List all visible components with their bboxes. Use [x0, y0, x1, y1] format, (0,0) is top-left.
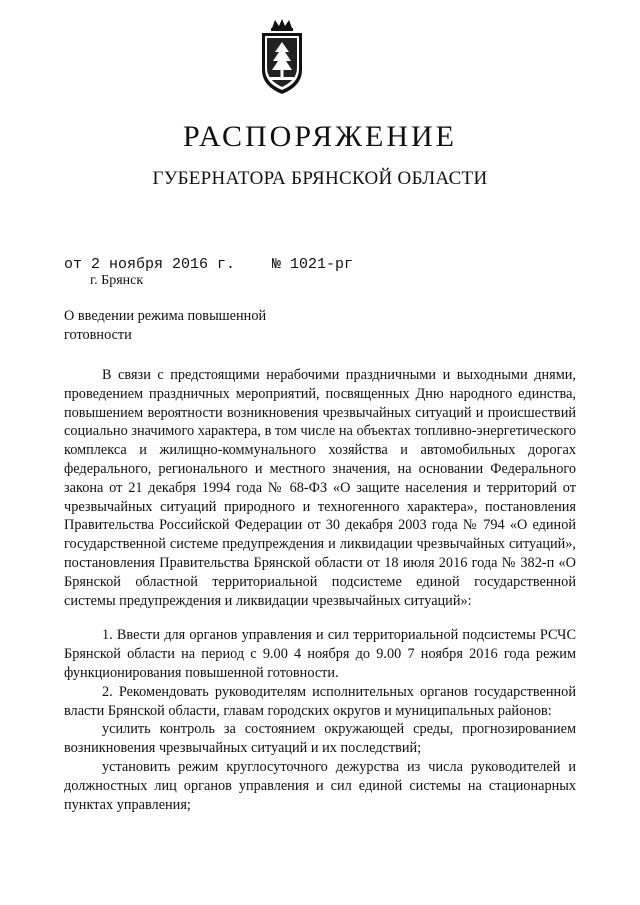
preamble-paragraph: В связи с предстоящими нерабочими праздничными и выходными днями, проведением праздничных мероприятий, посвященных Дню народного единства, повышением вероятности возникновения чрезвычайных ситуаций и происшествий социально значимого характера, в том числе на объектах топливно-энергетического комплекса и жилищно-коммунального хозяйства и автомобильных дорогах федерального, регионального и местного значения, на основании Федерального закона от 21 декабря 1994 года № 68-ФЗ «О защите населения и территорий от чрезвычайных ситуаций природного и техногенного характера», постановления Правительства Российской Федерации от 30 декабря 2003 года № 794 «О единой государственной системе предупреждения и ликвидации чрезвычайных ситуаций», постановления Правительства Брянской области от 18 июля 2016 года № 382-п «О Брянской областной территориальной подсистеме единой государственной системы предупреждения и ликвидации чрезвычайных ситуаций»: — [64, 367, 576, 609]
document-number — [272, 256, 353, 273]
date-value: 2 ноября 2016 г. — [91, 256, 236, 273]
order-item-2: 2. Рекомендовать руководителям исполнительных органов государственной власти Брянской области, главам городских округов и муниципальных районов: — [64, 683, 576, 719]
date-prefix: от — [64, 256, 83, 273]
document-subtitle: ГУБЕРНАТОРА БРЯНСКОЙ ОБЛАСТИ — [152, 168, 488, 189]
number-value: 1021-рг — [290, 256, 354, 273]
document-title: РАСПОРЯЖЕНИЕ — [182, 120, 458, 153]
order-item-2-b: установить режим круглосуточного дежурства из числа руководителей и должностных лиц органов управления и сил единой системы на стационарных пунктах управления; — [64, 758, 576, 813]
document-subject: О введении режима повышенной готовности — [64, 308, 267, 343]
order-item-2-a: усилить контроль за состоянием окружающей среды, прогнозированием возникновения чрезвычайных ситуаций и их последствий; — [64, 721, 576, 757]
document-body — [64, 366, 576, 814]
order-item-1: 1. Ввести для органов управления и сил территориальной подсистемы РСЧС Брянской области на период с 9.00 4 ноября до 9.00 7 ноября 2016 года режим функционирования повышенной готовности. — [64, 627, 576, 681]
number-prefix: № — [272, 256, 282, 273]
coat-of-arms-icon — [258, 18, 306, 96]
document-city: г. Брянск — [90, 273, 144, 288]
document-date — [64, 256, 235, 273]
